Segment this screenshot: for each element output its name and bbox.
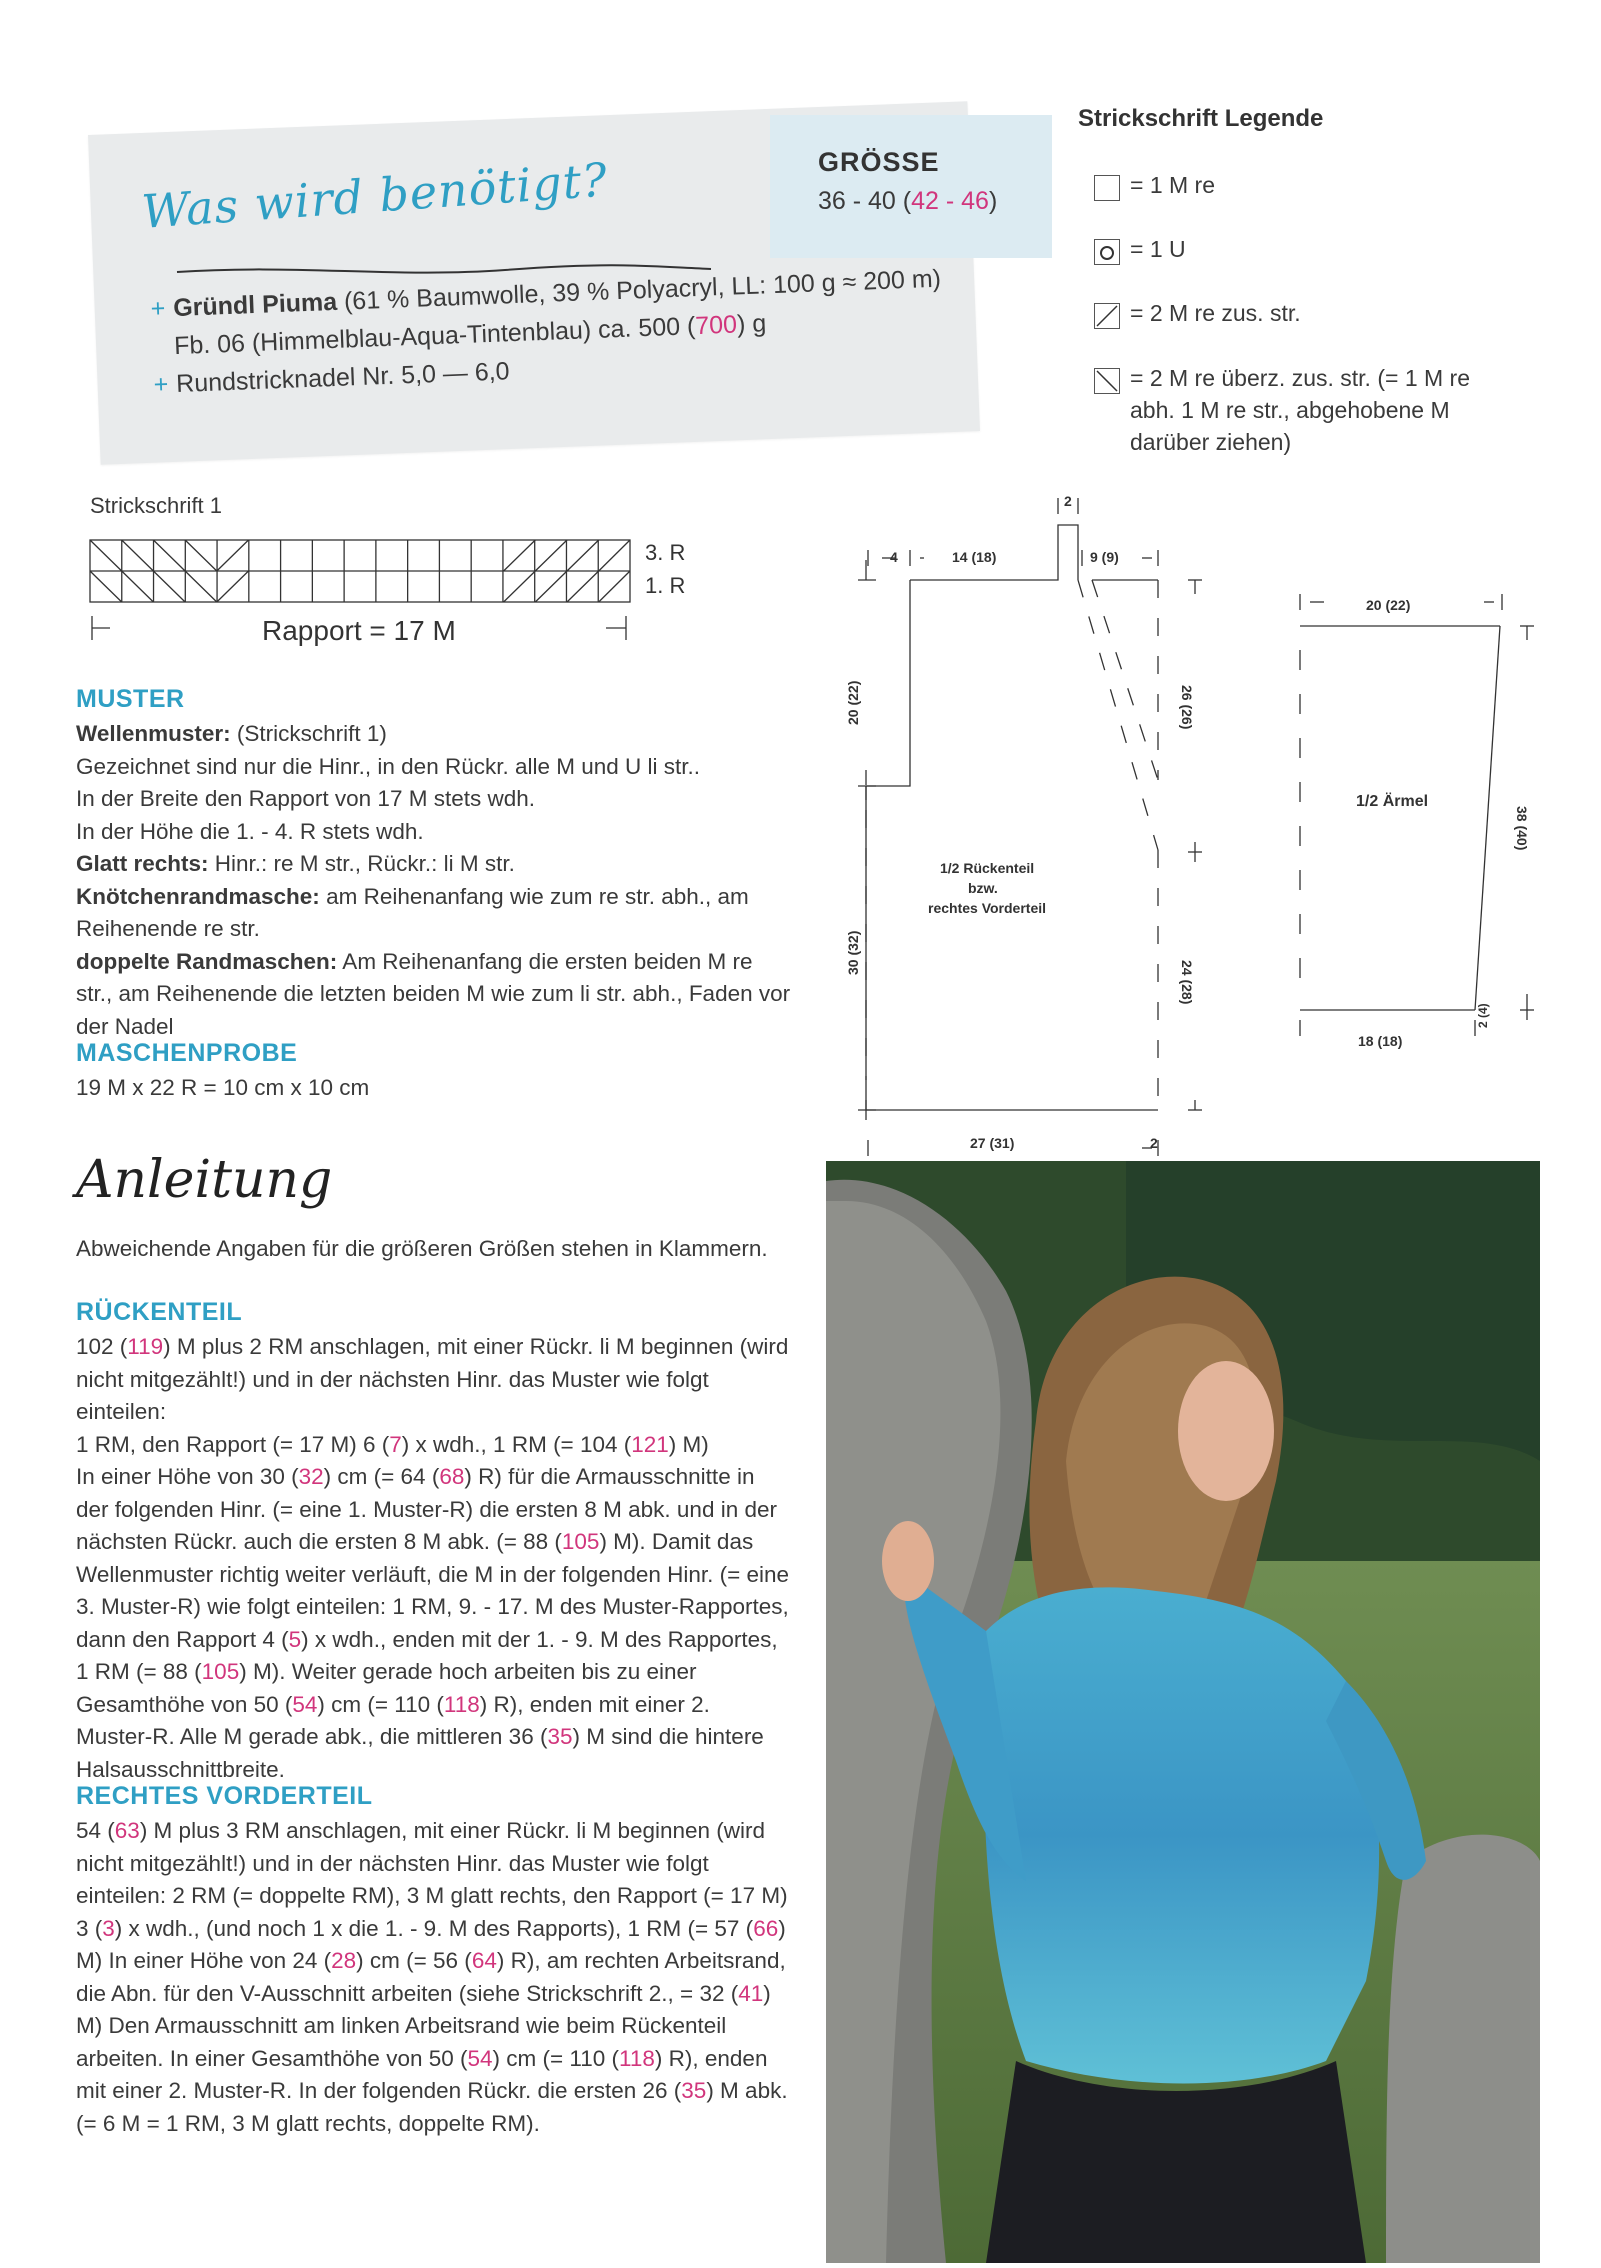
materials-title: Was wird benötigt?	[140, 152, 610, 239]
body-label-1: 1/2 Rückenteil	[940, 860, 1035, 876]
sleeve-schematic	[1280, 580, 1580, 1080]
size-values: 36 - 40 (42 - 46)	[818, 187, 998, 215]
knit-symbol-icon	[1094, 175, 1120, 201]
k2tog-symbol-icon	[1094, 303, 1120, 329]
muster-heading: MUSTER	[76, 685, 185, 713]
chart1-title: Strickschrift 1	[90, 493, 223, 518]
body-schematic	[820, 480, 1220, 1151]
skp-symbol-icon	[1094, 368, 1120, 394]
anleitung-intro: Abweichende Angaben für die größeren Größen stehen in Klammern.	[76, 1236, 768, 1261]
anleitung-title: Anleitung	[76, 1150, 333, 1210]
dim-right-upper: 26 (26)	[1179, 685, 1195, 730]
dim-bottom-two: 2	[1150, 1135, 1158, 1151]
sleeve-dim-top: 20 (22)	[1366, 597, 1411, 613]
size-box	[770, 115, 1052, 258]
sleeve-dim-height: 38 (40)	[1514, 806, 1530, 851]
dim-top-left: 4	[890, 549, 898, 565]
rueckenteil-text: 102 (119) M plus 2 RM anschlagen, mit einer Rückr. li M beginnen (wird nicht mitgezählt!) und in der nächsten Hinr. das Muster wie folgt einteilen: 1 RM, den Rapport (= 17 M) 6 (7) x wdh., 1 RM (= 104 (121) M) In einer Höhe von 30 (32) cm (= 64 (68) R) für die Armausschnitte in der folgenden Hinr. (= eine 1. Muster-R) die ersten 8 M abk. und in der nächsten Rückr. auch die ersten 8 M abk. (= 88 (105) M). Damit das Wellenmuster richtig weiter verläuft, die M in der folgenden Hinr. (= eine 3. Muster-R) wie folgt einteilen: 1 RM, 9. - 17. M des Muster-Rapportes, dann den Rapport 4 (5) x wdh., enden mit der 1. - 9. M des Rapportes, 1 RM (= 88 (105) M). Weiter gerade hoch arbeiten bis zu einer Gesamthöhe von 50 (54) cm (= 110 (118) R), enden mit einer 2. Muster-R. Alle M gerade abk., die mittleren 36 (35) M sind die hintere Halsausschnittbreite.	[76, 1334, 790, 1782]
vorderteil-text: 54 (63) M plus 3 RM anschlagen, mit einer Rückr. li M beginnen (wird nicht mitgezählt!) und in der nächsten Hinr. das Muster wie folgt einteilen: 2 RM (= doppelte RM), 3 M glatt rechts, den Rapport (= 17 M) 3 (3) x wdh., (und noch 1 x die 1. - 9. M des Rapports), 1 RM (= 57 (66) M) In einer Höhe von 24 (28) cm (= 56 (64) R), am rechten Arbeitsrand, die Abn. für den V-Ausschnitt arbeiten (siehe Strickschrift 2., = 32 (41) M) Den Armausschnitt am linken Arbeitsrand wie beim Rückenteil arbeiten. In einer Gesamthöhe von 50 (54) cm (= 110 (118) R), enden mit einer 2. Muster-R. In der folgenden Rückr. die ersten 26 (35) M abk. (= 6 M = 1 RM, 3 M glatt rechts, doppelte RM).	[76, 1818, 788, 2136]
muster-text: Wellenmuster: (Strickschrift 1) Gezeichnet sind nur die Hinr., in den Rückr. alle M und U li str.. In der Breite den Rapport von 17 M stets wdh. In der Höhe die 1. - 4. R stets wdh. Glatt rechts: Hinr.: re M str., Rückr.: li M str. Knötchenrandmasche: am Reihenanfang wie zum re str. abh., am Reihenende re str. doppelte Randmaschen: Am Reihenanfang die ersten beiden M re str., am Reihenende die letzten beiden M wie zum li str. abh., Faden vor der Nadel	[76, 721, 791, 1039]
size-label: GRÖSSE	[818, 147, 940, 177]
maschenprobe-heading: MASCHENPROBE	[76, 1039, 298, 1067]
chart1-rapport: Rapport = 17 M	[262, 615, 456, 646]
legend-title: Strickschrift Legende	[1078, 105, 1324, 132]
sleeve-dim-cuff: 2 (4)	[1476, 1003, 1490, 1028]
chart1-row3: 3. R	[645, 540, 686, 565]
model-photo	[826, 1161, 1540, 2263]
photo-illustration	[826, 1161, 1540, 2263]
chart1-row1: 1. R	[645, 573, 686, 598]
dim-top-mid: 14 (18)	[952, 549, 997, 565]
body-label-2: bzw.	[968, 880, 998, 896]
vorderteil-heading: RECHTES VORDERTEIL	[76, 1782, 373, 1810]
sleeve-label: 1/2 Ärmel	[1356, 793, 1429, 810]
materials-list: + Gründl Piuma (61 % Baumwolle, 39 % Polyacryl, LL: 100 g ≈ 200 m) Fb. 06 (Himmelblau-Aqua-Tintenblau) ca. 500 (700) g + Rundstricknadel Nr. 5,0 — 6,0	[150, 264, 942, 399]
maschenprobe-text: 19 M x 22 R = 10 cm x 10 cm	[76, 1075, 370, 1100]
dim-left-lower: 30 (32)	[845, 930, 861, 975]
sleeve-dim-bottom: 18 (18)	[1358, 1033, 1403, 1049]
dim-top-right: 9 (9)	[1090, 549, 1119, 565]
body-label-3: rechtes Vorderteil	[928, 900, 1047, 916]
rueckenteil-heading: RÜCKENTEIL	[76, 1298, 243, 1326]
dim-bottom: 27 (31)	[970, 1135, 1015, 1151]
dim-left-upper: 20 (22)	[845, 680, 861, 725]
yarnover-symbol-icon	[1094, 239, 1120, 265]
dim-top-two: 2	[1064, 493, 1072, 509]
dim-right-lower: 24 (28)	[1179, 960, 1195, 1005]
